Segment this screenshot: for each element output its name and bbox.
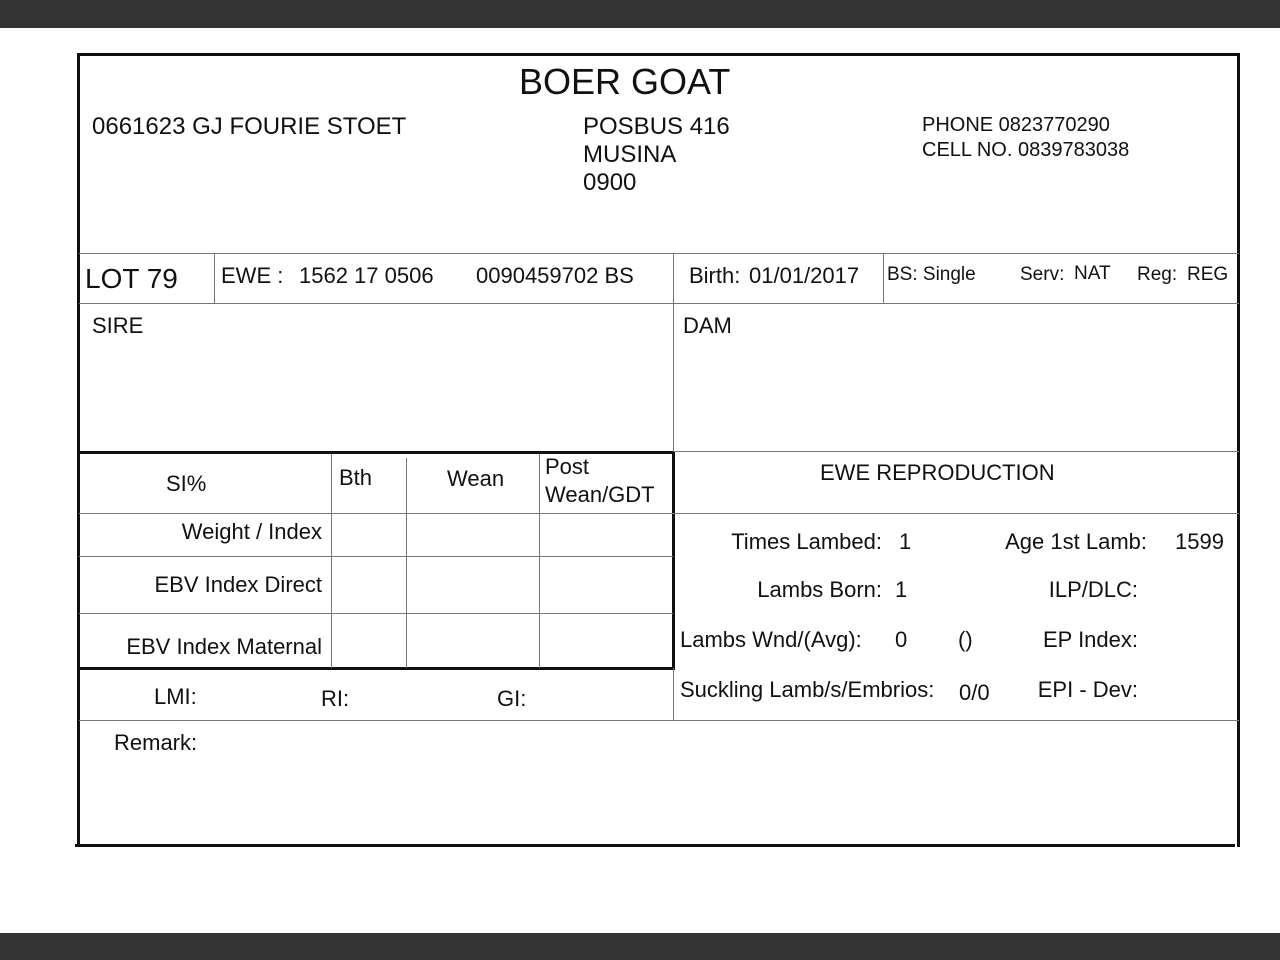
address-line-1: POSBUS 416 bbox=[583, 113, 730, 140]
measures-col-line-1 bbox=[331, 454, 332, 668]
lambs-weaned-value: 0 bbox=[895, 627, 908, 652]
measures-row-line-2 bbox=[79, 613, 673, 614]
service-value: NAT bbox=[1074, 263, 1111, 284]
indices-bottom-line bbox=[79, 720, 1239, 721]
border-left bbox=[77, 53, 80, 847]
registration-id: 0090459702 BS bbox=[476, 263, 634, 288]
weight-index-label: Weight / Index bbox=[181, 519, 322, 544]
birth-status: BS: Single bbox=[887, 264, 976, 285]
lambs-weaned-label: Lambs Wnd/(Avg): bbox=[680, 627, 862, 652]
lot-number: LOT 79 bbox=[85, 263, 178, 294]
sire-label: SIRE bbox=[92, 313, 144, 338]
post-wean-header-1: Post bbox=[545, 454, 590, 479]
border-right bbox=[1237, 53, 1240, 847]
birth-weight-header: Bth bbox=[339, 465, 373, 490]
ebv-index-maternal-label: EBV Index Maternal bbox=[126, 634, 322, 659]
phone-number: PHONE 0823770290 bbox=[922, 114, 1110, 136]
measures-bottom-line bbox=[79, 667, 675, 670]
age-first-lamb-value: 1599 bbox=[1175, 529, 1224, 554]
age-first-lamb-label: Age 1st Lamb: bbox=[1005, 529, 1147, 554]
address-line-2: MUSINA bbox=[583, 141, 677, 168]
suckling-value: 0/0 bbox=[959, 680, 990, 705]
ep-index-label: EP Index: bbox=[1043, 627, 1138, 652]
page-title: BOER GOAT bbox=[519, 61, 731, 102]
lmi-label: LMI: bbox=[154, 684, 197, 709]
stud-name: 0661623 GJ FOURIE STOET bbox=[92, 113, 407, 140]
birth-label: Birth: bbox=[689, 263, 741, 288]
measures-row-line-1 bbox=[79, 556, 673, 557]
lot-row-top-line bbox=[79, 253, 1239, 254]
lot-row-bottom-line bbox=[79, 303, 1239, 304]
pedigree-divider bbox=[673, 303, 674, 452]
wean-header: Wean bbox=[447, 466, 505, 491]
lambs-weaned-avg: () bbox=[958, 627, 973, 652]
measures-col-line-3 bbox=[539, 454, 540, 668]
lot-divider-3 bbox=[883, 253, 884, 303]
suckling-label: Suckling Lamb/s/Embrios: bbox=[680, 677, 935, 702]
border-top bbox=[77, 53, 1240, 56]
si-percent-header: SI% bbox=[166, 471, 207, 496]
ri-label: RI: bbox=[321, 686, 350, 711]
post-wean-header-2: Wean/GDT bbox=[545, 482, 655, 507]
times-lambed-value: 1 bbox=[899, 529, 912, 554]
reproduction-top-line bbox=[673, 451, 1239, 452]
times-lambed-label: Times Lambed: bbox=[731, 529, 882, 554]
epi-dev-label: EPI - Dev: bbox=[1037, 677, 1138, 702]
reg-label: Reg: bbox=[1137, 264, 1178, 285]
dam-label: DAM bbox=[683, 313, 732, 338]
lot-divider-2 bbox=[673, 253, 674, 303]
indices-divider bbox=[673, 668, 674, 721]
lambs-born-label: Lambs Born: bbox=[757, 577, 882, 602]
measures-col-line-2 bbox=[406, 458, 407, 668]
reg-value: REG bbox=[1187, 264, 1229, 285]
lambs-born-value: 1 bbox=[895, 577, 908, 602]
gi-label: GI: bbox=[497, 686, 527, 711]
measures-header-line bbox=[79, 513, 673, 514]
cell-number: CELL NO. 0839783038 bbox=[922, 139, 1130, 161]
birth-value: 01/01/2017 bbox=[749, 263, 860, 288]
ebv-index-direct-label: EBV Index Direct bbox=[154, 572, 322, 597]
service-label: Serv: bbox=[1020, 264, 1065, 285]
remark-label: Remark: bbox=[114, 730, 198, 755]
address-line-3: 0900 bbox=[583, 169, 637, 196]
border-bottom bbox=[75, 844, 1235, 847]
lot-divider-1 bbox=[214, 253, 215, 303]
reproduction-title: EWE REPRODUCTION bbox=[820, 460, 1055, 485]
ewe-label: EWE : bbox=[221, 263, 284, 288]
reproduction-header-line bbox=[673, 513, 1239, 514]
ewe-id: 1562 17 0506 bbox=[299, 263, 434, 288]
ilp-dlc-label: ILP/DLC: bbox=[1048, 577, 1138, 602]
measures-right-line bbox=[672, 451, 675, 670]
